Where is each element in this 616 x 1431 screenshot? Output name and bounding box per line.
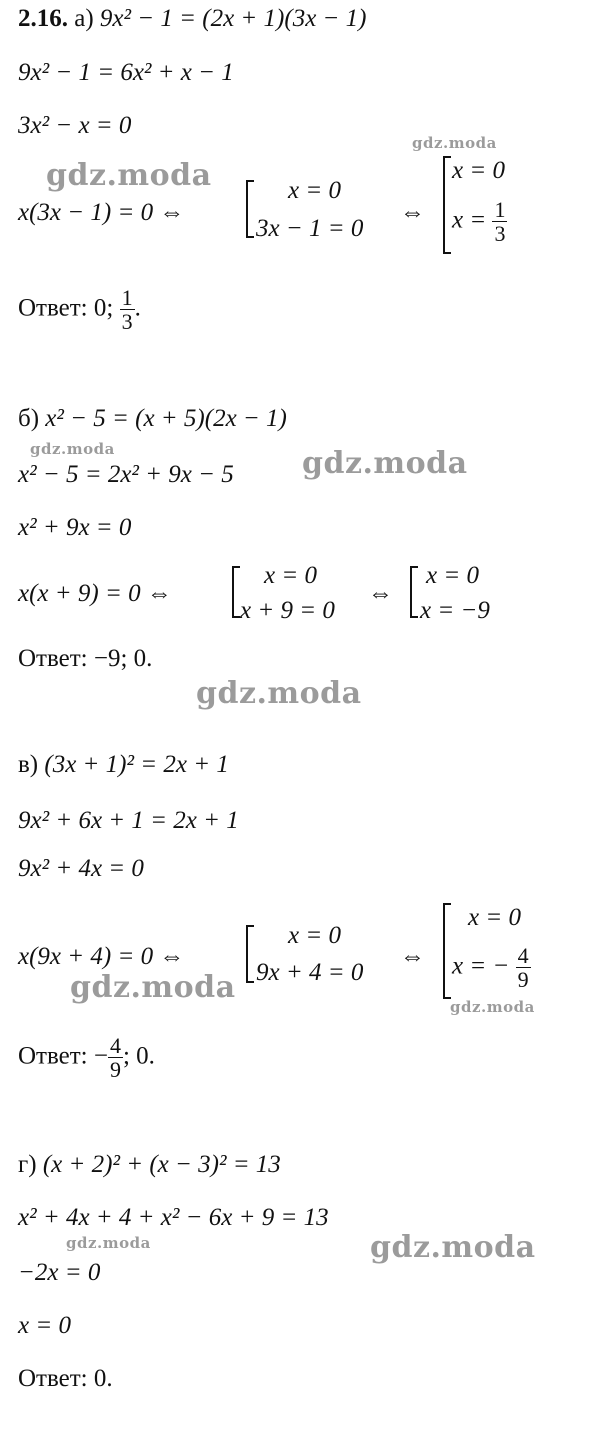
section-a-system1-row2: 3x − 1 = 0 [256, 215, 364, 242]
fraction [120, 286, 135, 333]
system-bracket [246, 180, 254, 238]
section-a-system2-row2 [452, 198, 507, 245]
section-d-line-4: x = 0 [18, 1312, 71, 1339]
section-a-answer [18, 286, 141, 333]
watermark: gdz.moda [412, 134, 497, 152]
system-bracket [443, 156, 451, 254]
watermark: gdz.moda [196, 676, 362, 711]
equivalence-sign: ⇔ [368, 580, 393, 607]
section-c-system1-row1: x = 0 [288, 922, 341, 949]
section-d-label: г) [18, 1151, 37, 1178]
system-bracket [232, 566, 240, 618]
watermark: gdz.moda [70, 970, 236, 1005]
problem-a-equation [18, 6, 367, 31]
section-a-system1-row1: x = 0 [288, 177, 341, 204]
section-c-line-3: 9x² + 4x = 0 [18, 855, 144, 882]
section-d-line-1-row [18, 1152, 281, 1177]
section-c-line-1-row [18, 752, 229, 777]
fraction [516, 944, 531, 991]
section-d-answer: Ответ: 0. [18, 1365, 113, 1392]
fraction-denominator: 9 [109, 1057, 121, 1083]
section-c-factored: x(9x + 4) = 0 ⇔ [18, 943, 185, 970]
section-b-system2-row1: x = 0 [426, 562, 479, 589]
section-b-line-3: x² + 9x = 0 [18, 514, 132, 541]
watermark: gdz.moda [302, 446, 468, 481]
equivalence-sign: ⇔ [400, 943, 425, 970]
section-c-answer [18, 1034, 155, 1081]
section-b-line-2: x² − 5 = 2x² + 9x − 5 [18, 461, 234, 488]
watermark: gdz.moda [370, 1230, 536, 1265]
section-a-system2-row1: x = 0 [452, 157, 505, 184]
watermark: gdz.moda [66, 1234, 151, 1252]
answer-suffix: ; 0. [122, 1042, 155, 1070]
problem-number: 2.16. [18, 5, 68, 32]
fraction-numerator: 1 [121, 285, 133, 310]
section-c-system2-row1: x = 0 [468, 904, 521, 931]
section-c-system1-row2: 9x + 4 = 0 [256, 959, 364, 986]
section-c-label: в) [18, 751, 39, 778]
section-b-answer: Ответ: −9; 0. [18, 645, 153, 672]
section-a-label: а) [74, 5, 94, 32]
fraction-denominator: 3 [494, 221, 506, 247]
fraction-numerator: 4 [109, 1033, 121, 1058]
section-d-line-3: −2x = 0 [18, 1259, 101, 1286]
section-d-line-1: (x + 2)² + (x − 3)² = 13 [42, 1151, 281, 1178]
watermark: gdz.moda [46, 158, 212, 193]
section-b-system1-row2: x + 9 = 0 [240, 597, 335, 624]
fraction-denominator: 9 [517, 967, 529, 993]
section-b-line-1-row [18, 406, 287, 431]
section-c-system2-row2 [452, 944, 531, 991]
section-c-line-2: 9x² + 6x + 1 = 2x + 1 [18, 807, 239, 834]
section-d-line-2: x² + 4x + 4 + x² − 6x + 9 = 13 [18, 1204, 329, 1231]
fraction [108, 1034, 123, 1081]
fraction-numerator: 1 [494, 197, 506, 222]
system-bracket [410, 566, 418, 618]
fraction-denominator: 3 [121, 309, 133, 335]
section-b-factored: x(x + 9) = 0 ⇔ [18, 580, 172, 607]
section-b-line-1: x² − 5 = (x + 5)(2x − 1) [45, 405, 287, 432]
section-b-label: б) [18, 405, 40, 432]
section-c-system2-lhs: x = − [452, 952, 510, 980]
section-a-line-1: 9x² − 1 = (2x + 1)(3x − 1) [99, 5, 367, 32]
equivalence-sign: ⇔ [400, 199, 425, 226]
section-b-system2-row2: x = −9 [420, 597, 490, 624]
watermark: gdz.moda [450, 998, 535, 1016]
fraction [492, 198, 507, 245]
fraction-numerator: 4 [517, 943, 529, 968]
section-a-line-3: 3x² − x = 0 [18, 112, 132, 139]
section-a-system2-lhs: x = [452, 206, 487, 234]
answer-suffix: . [134, 294, 141, 322]
section-b-system1-row1: x = 0 [264, 562, 317, 589]
answer-prefix: Ответ: 0; [18, 294, 114, 322]
watermark: gdz.moda [30, 440, 115, 458]
section-a-factored: x(3x − 1) = 0 ⇔ [18, 199, 185, 226]
answer-prefix: Ответ: − [18, 1042, 108, 1070]
system-bracket [246, 925, 254, 983]
system-bracket [443, 903, 451, 999]
section-c-line-1: (3x + 1)² = 2x + 1 [44, 751, 229, 778]
section-a-line-2: 9x² − 1 = 6x² + x − 1 [18, 59, 234, 86]
